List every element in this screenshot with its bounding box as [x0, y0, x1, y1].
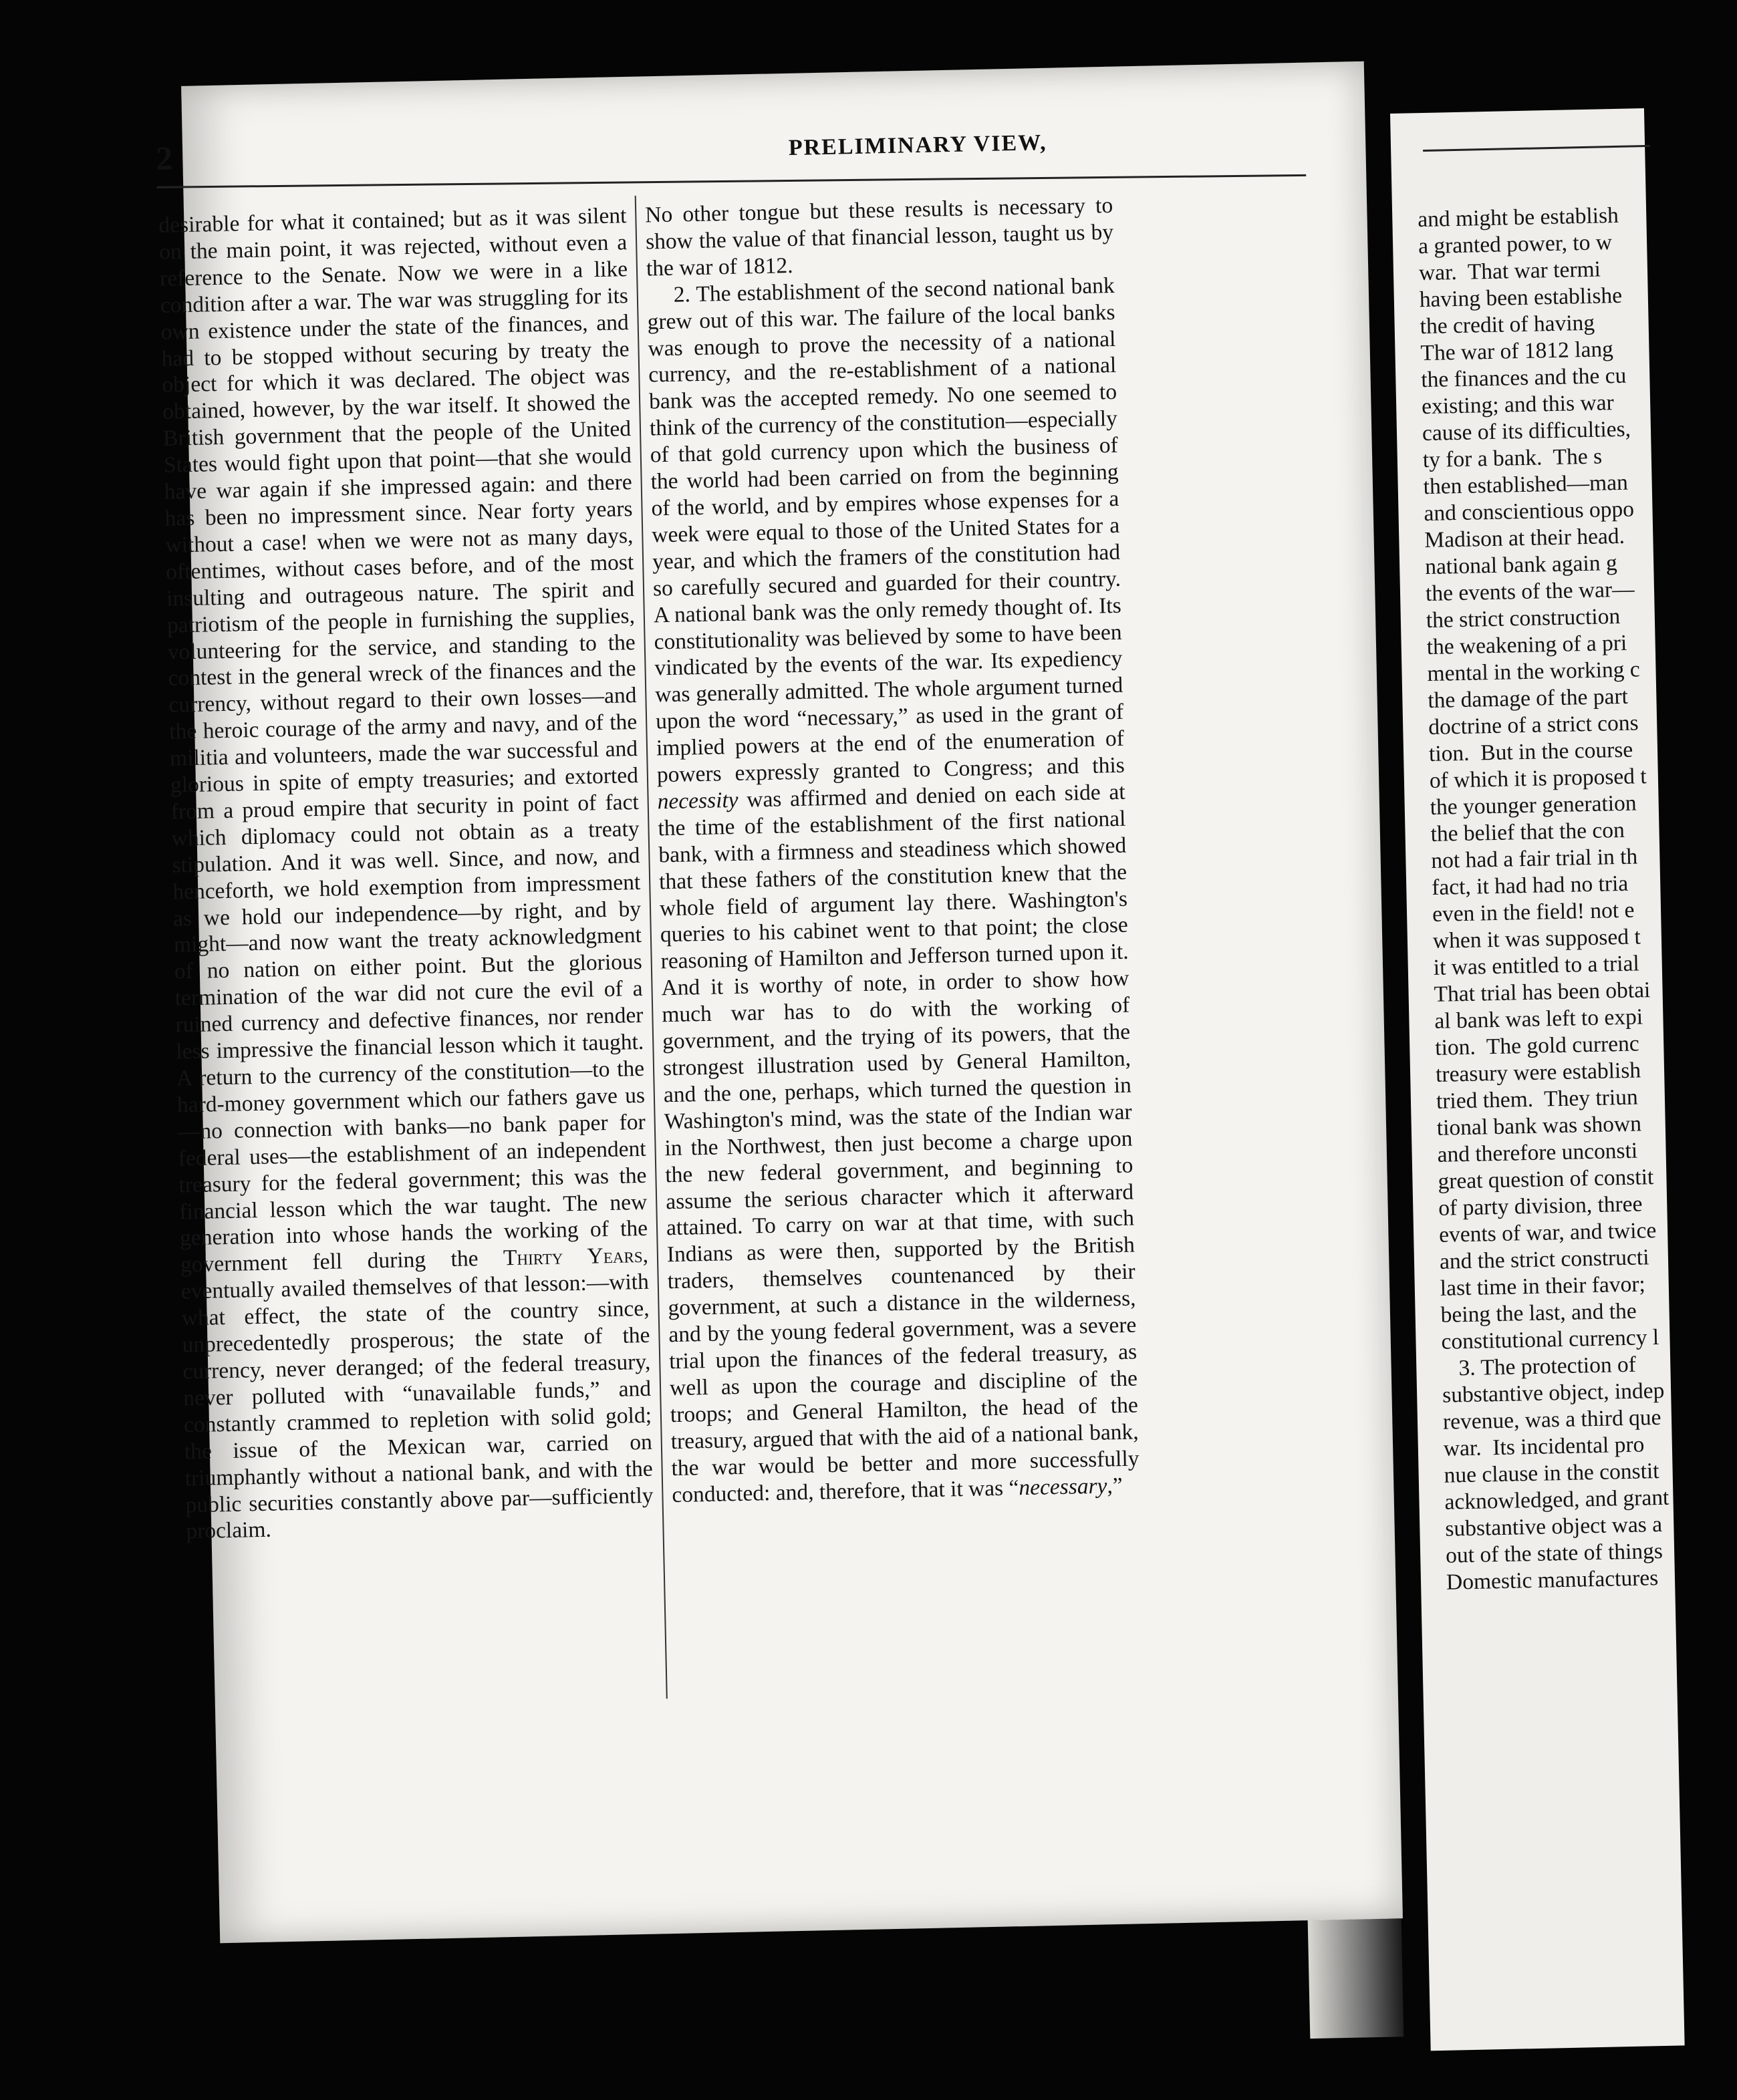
facing-page-line: tion. The gold currenc — [1434, 1031, 1640, 1060]
facing-page-line: when it was supposed t — [1432, 924, 1641, 953]
facing-page-line: events of war, and twice — [1438, 1218, 1657, 1247]
facing-page-line: the credit of having — [1420, 310, 1595, 339]
facing-page-line: a granted power, to w — [1418, 230, 1613, 259]
facing-page-line: national bank again g — [1424, 551, 1617, 580]
facing-page-line: of which it is proposed t — [1429, 764, 1647, 793]
facing-page-line: existing; and this war — [1421, 390, 1615, 420]
facing-page-line: of party division, three — [1438, 1191, 1643, 1221]
facing-page-line: nue clause in the constit — [1444, 1459, 1659, 1488]
facing-page-line: substantive object was a — [1444, 1511, 1663, 1541]
facing-page-line: not had a fair trial in th — [1431, 844, 1638, 873]
facing-page-line: mental in the working c — [1427, 657, 1641, 687]
facing-page-line: That trial has been obtai — [1434, 978, 1651, 1007]
facing-page-line: al bank was left to expi — [1434, 1004, 1643, 1034]
facing-page-line: even in the field! not e — [1432, 897, 1635, 927]
facing-page-line: war. That war termi — [1418, 257, 1601, 286]
paragraph-1: No other tongue but these results is necessary to show the value of that financial lesson, taught us by the war of 1812. — [644, 192, 1114, 281]
facing-page-line: the finances and the cu — [1420, 363, 1627, 393]
facing-page-line: out of the state of things — [1445, 1538, 1663, 1568]
facing-page-line: Domestic manufactures — [1446, 1565, 1659, 1595]
facing-page-line: then established—man — [1423, 470, 1629, 500]
facing-page-line: cause of its difficulties, — [1422, 416, 1631, 446]
facing-page-line: ty for a bank. The s — [1422, 444, 1603, 473]
left-paragraph: desirable for what it contained; but as it was silent on the main point, it was rejected, without even a reference to the Senate. Now we were in a like condition after a war. The war was struggling for its own existence under the state of the finances, and had to be stopped without securing by treaty the object for which it was declared. The object was obtained, however, by the war itself. It showed the British government that the people of the United States would fight upon that point—that she would have war again if she impressed again: and there has been no impressment since. Near forty years without a case! when we were not as many days, oftentimes, without cases before, and of the most insulting and outrageous nature. The spirit and patriotism of the people in furnishing the supplies, volunteering for the service, and standing to the contest in the general wreck of the finances and the currency, without regard to their own losses—and the heroic courage of the army and navy, and of the militia and volunteers, made the war successful and glorious in spite of empty treasuries; and extorted from a proud empire that security in point of fact which diplomacy could not obtain as a treaty stipulation. And it was well. Since, and now, and henceforth, we hold exemption from impressment as we hold our independence—by right, and by might—and now want the treaty acknowledgment of no nation on either point. But the glorious termination of the war did not cure the evil of a ruined currency and defective finances, nor render less impressive the financial lesson which it taught. A return to the currency of the constitution—to the hard-money government which our fathers gave us—no connection with banks—no bank paper for federal uses—the establishment of an independent treasury for the federal government; this was the financial lesson which the war taught. The new generation into whose hands the working of the government fell during the Thirty Years, eventually availed themselves of that lesson:—with what effect, the state of the country since, unprecedentedly prosperous; the state of the currency, never deranged; of the federal treasury, never polluted with “unavailable funds,” and constantly crammed to repletion with solid gold; the issue of the Mexican war, carried on triumphantly without a national bank, and with the public securities constantly above par—sufficiently proclaim. — [158, 203, 654, 1544]
facing-page-line: the events of the war— — [1425, 577, 1635, 607]
facing-page-line: the strict construction — [1426, 603, 1621, 633]
facing-page-line: the younger generation — [1430, 790, 1637, 820]
facing-page-line: acknowledged, and grant — [1444, 1485, 1669, 1515]
facing-page-line: 3. The protection of — [1441, 1352, 1637, 1381]
facing-page-line: substantive object, indep — [1442, 1378, 1665, 1408]
facing-page-line: Madison at their head. — [1424, 523, 1625, 553]
paragraph-2: 2. The establishment of the second national bank grew out of this war. The failure of the local banks was enough to prove the necessity of a national currency, and the re-establishment of a national bank was the accepted remedy. No one seemed to think of the currency of the constitution—especially of that gold currency upon which the business of the world had been carried on from the beginning of the world, and by empires whose expenses for a week were equal to those of the United States for a year, and which the framers of the constitution had so carefully secured and guarded for their country. A national bank was the only remedy thought of. Its constitutionality was believed by some to have been vindicated by the events of the war. Its expediency was generally admitted. The whole argument turned upon the word “necessary,” as used in the grant of implied powers at the end of the enumeration of powers expressly granted to Congress; and this necessity was affirmed and denied on each side at the time of the establishment of the first national bank, with a firmness and steadiness which showed that these fathers of the constitution knew that the whole field of argument lay there. Washington's queries to his cabinet went to that point; the close reasoning of Hamilton and Jefferson turned upon it. And it is worthy of note, in order to show how much war has to do with the working of government, and the trying of its powers, that the strongest illustration used by General Hamilton, and the one, perhaps, which turned the question in Washington's mind, was the state of the Indian war in the Northwest, then just become a charge upon the new federal government, and beginning to assume the serious character which it afterward attained. To carry on war at that time, with such Indians as were then, supported by the British traders, themselves countenanced by their government, at such a distance in the wilderness, and by the young federal government, was a severe trial upon the finances of the federal treasury, as well as upon the courage and discipline of the troops; and General Hamilton, the head of the treasury, argued that with the aid of a national bank, the war would be better and more successfully conducted: and, therefore, that it was “necessary,” — [647, 273, 1140, 1507]
facing-page-line: fact, it had had no tria — [1431, 871, 1629, 900]
facing-page-line: tional bank was shown — [1436, 1111, 1642, 1141]
italic-word: necessary — [1018, 1473, 1107, 1500]
facing-page-line: revenue, was a third que — [1442, 1404, 1661, 1435]
left-column — [158, 202, 654, 1545]
facing-page-line: being the last, and the — [1440, 1298, 1637, 1328]
facing-page-line: the damage of the part — [1428, 684, 1629, 714]
facing-page-line: doctrine of a strict cons — [1428, 710, 1639, 740]
facing-page-line: the weakening of a pri — [1426, 630, 1627, 660]
facing-page-line: The war of 1812 lang — [1420, 337, 1614, 366]
facing-page-line: treasury were establish — [1435, 1058, 1641, 1087]
italic-word: necessity — [657, 787, 739, 814]
facing-page-line: last time in their favor; — [1440, 1271, 1646, 1301]
facing-page-line: tion. But in the course — [1428, 737, 1633, 766]
facing-page-line: the belief that the con — [1430, 817, 1625, 847]
facing-page-line: and therefore unconsti — [1437, 1138, 1638, 1167]
facing-page-line: constitutional currency l — [1441, 1324, 1659, 1354]
running-head: PRELIMINARY VIEW, — [788, 130, 1047, 161]
facing-page-line: war. Its incidental pro — [1443, 1432, 1645, 1461]
facing-page-line: and the strict constructi — [1439, 1245, 1649, 1274]
facing-page-line: it was entitled to a trial — [1433, 951, 1640, 980]
facing-page-line: and conscientious oppo — [1424, 496, 1635, 527]
small-caps-text: Thirty Years, — [503, 1243, 649, 1271]
page-number: 2 — [155, 139, 173, 177]
facing-page-line: great question of constit — [1438, 1165, 1654, 1194]
facing-page-line: and might be establish — [1417, 202, 1619, 233]
header-rule — [156, 174, 1306, 188]
facing-page-line: having been establishe — [1419, 283, 1623, 313]
right-column — [645, 192, 1140, 1509]
facing-page-line: tried them. They triun — [1436, 1084, 1639, 1114]
